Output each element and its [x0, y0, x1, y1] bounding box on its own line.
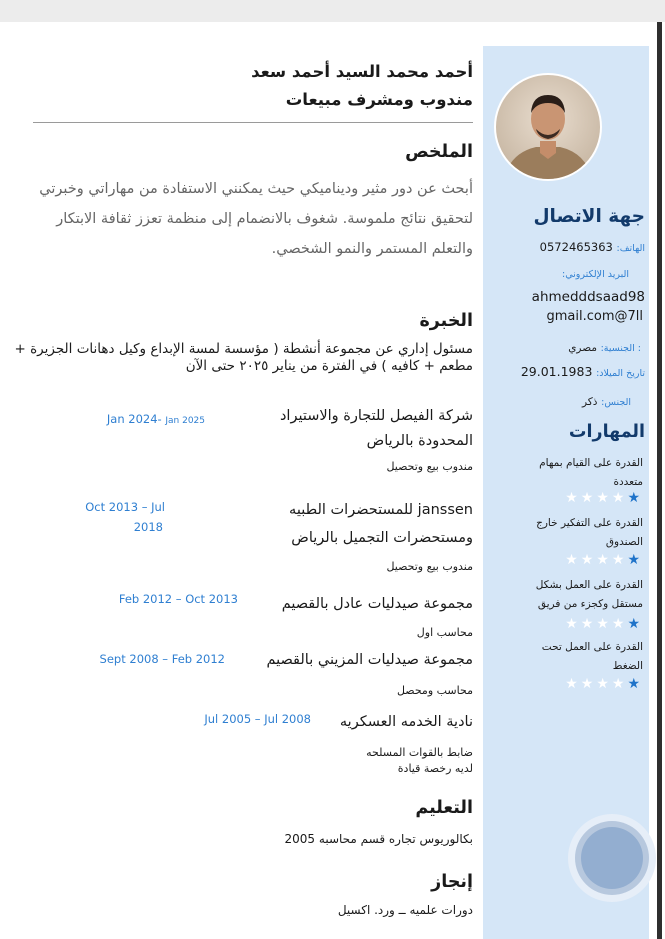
job-company-line2: المحدودة بالرياض	[366, 433, 473, 449]
job-role: مندوب بيع وتحصيل	[386, 560, 473, 573]
skill-rating-stars: ★★★★★	[565, 616, 643, 632]
job-role: محاسب اول	[416, 626, 473, 639]
profile-photo	[494, 73, 602, 181]
skill-label-line1: القدرة على القيام بمهام	[539, 457, 643, 469]
job-date: Sept 2008 – Feb 2012	[99, 652, 225, 666]
job-date-line2: 2018	[133, 520, 163, 534]
skill-rating-stars: ★★★★★	[565, 552, 643, 568]
decorative-circle	[568, 814, 656, 902]
education-heading: التعليم	[415, 798, 473, 818]
summary-text: أبحث عن دور مثير وديناميكي حيث يمكنني الاستفادة من مهاراتي وخبرتي لتحقيق نتائج ملموسة. شغوف بالانضمام إلى منظمة تعزز ثقافة الابتكار والتعلم المستمر والنمو الشخصي.	[39, 181, 473, 257]
birth-label: تاريخ الميلاد:	[596, 368, 645, 379]
skill-item	[493, 576, 643, 614]
phone-line	[540, 240, 645, 254]
phone-value: 0572465363	[539, 240, 613, 254]
skill-rating-stars: ★★★★★	[565, 490, 643, 506]
skill-item	[493, 638, 643, 676]
job-role: مندوب بيع وتحصيل	[386, 460, 473, 473]
experience-heading: الخبرة	[419, 311, 473, 331]
email-label: البريد الإلكتروني:	[562, 269, 629, 280]
right-edge-bar	[657, 22, 662, 939]
person-photo-icon	[496, 75, 600, 179]
job-date: Jul 2005 – Jul 2008	[204, 712, 311, 726]
job-role-line1: ضابط بالقوات المسلحه	[366, 746, 473, 759]
achievements-heading: إنجاز	[431, 872, 473, 892]
job-date-line1: Oct 2013 – Jul	[85, 500, 165, 514]
skill-item	[493, 514, 643, 552]
nationality-line	[568, 340, 641, 354]
email-value-line2: gmail.com@7ll	[546, 309, 643, 324]
education-text: بكالوريوس تجاره قسم محاسبه 2005	[284, 832, 473, 846]
skill-label-line2: الصندوق	[605, 536, 643, 548]
person-name: أحمد محمد السيد أحمد سعد	[251, 62, 473, 81]
nationality-value: مصري	[568, 342, 597, 354]
job-title: مندوب ومشرف مبيعات	[285, 90, 473, 109]
header-divider	[33, 122, 473, 123]
job-date-start: Jan 2024-	[106, 412, 162, 426]
skill-rating-stars: ★★★★★	[565, 676, 643, 692]
gender-value: ذكر	[582, 396, 598, 408]
experience-intro: مسئول إداري عن مجموعة أنشطة ( مؤسسة لمسة الإبداع وكيل دهانات الجزيرة + مطعم + كافيه ) في الفترة من يناير ٢٠٢٥ حتى الآن	[14, 341, 473, 374]
skill-label-line1: القدرة على التفكير خارج	[536, 517, 643, 529]
skill-item	[493, 454, 643, 492]
contact-heading: جهة الاتصال	[533, 206, 645, 227]
nationality-label: : الجنسية:	[600, 343, 641, 354]
birth-line	[521, 364, 645, 379]
job-date: Feb 2012 – Oct 2013	[118, 592, 238, 606]
skill-label-line1: القدرة على العمل بشكل	[535, 579, 643, 591]
job-company: نادية الخدمه العسكريه	[339, 714, 473, 730]
skill-label-line2: متعددة	[613, 476, 643, 488]
job-company: مجموعة صيدليات عادل بالقصيم	[281, 596, 473, 612]
skill-label-line2: الضغط	[612, 660, 643, 672]
email-label-line	[562, 266, 629, 280]
job-company-line1: شركة الفيصل للتجارة والاستيراد	[279, 408, 473, 424]
skill-label-line1: القدرة على العمل تحت	[541, 641, 643, 653]
job-company: مجموعة صيدليات المزيني بالقصيم	[266, 652, 473, 668]
gender-line	[582, 394, 631, 408]
sidebar	[483, 46, 649, 939]
birth-value: 29.01.1983	[520, 364, 593, 379]
achievements-text: دورات علميه ــ ورد. اكسيل	[337, 903, 473, 917]
job-date	[107, 412, 205, 426]
job-role-line2: لديه رخصة قيادة	[397, 762, 473, 775]
email-value-line1: ahmedddsaad98	[531, 289, 645, 305]
job-role: محاسب ومحصل	[396, 684, 473, 697]
skills-heading: المهارات	[568, 422, 645, 442]
phone-label: الهاتف:	[616, 243, 645, 254]
gender-label: الجنس:	[601, 397, 631, 408]
summary-heading: الملخص	[405, 142, 473, 162]
job-company-line1: janssen للمستحضرات الطبيه	[289, 502, 473, 518]
skill-label-line2: مستقل وكجزء من فريق	[537, 598, 643, 610]
job-date-end: Jan 2025	[165, 416, 205, 426]
job-company-line2: ومستحضرات التجميل بالرياض	[291, 530, 473, 546]
